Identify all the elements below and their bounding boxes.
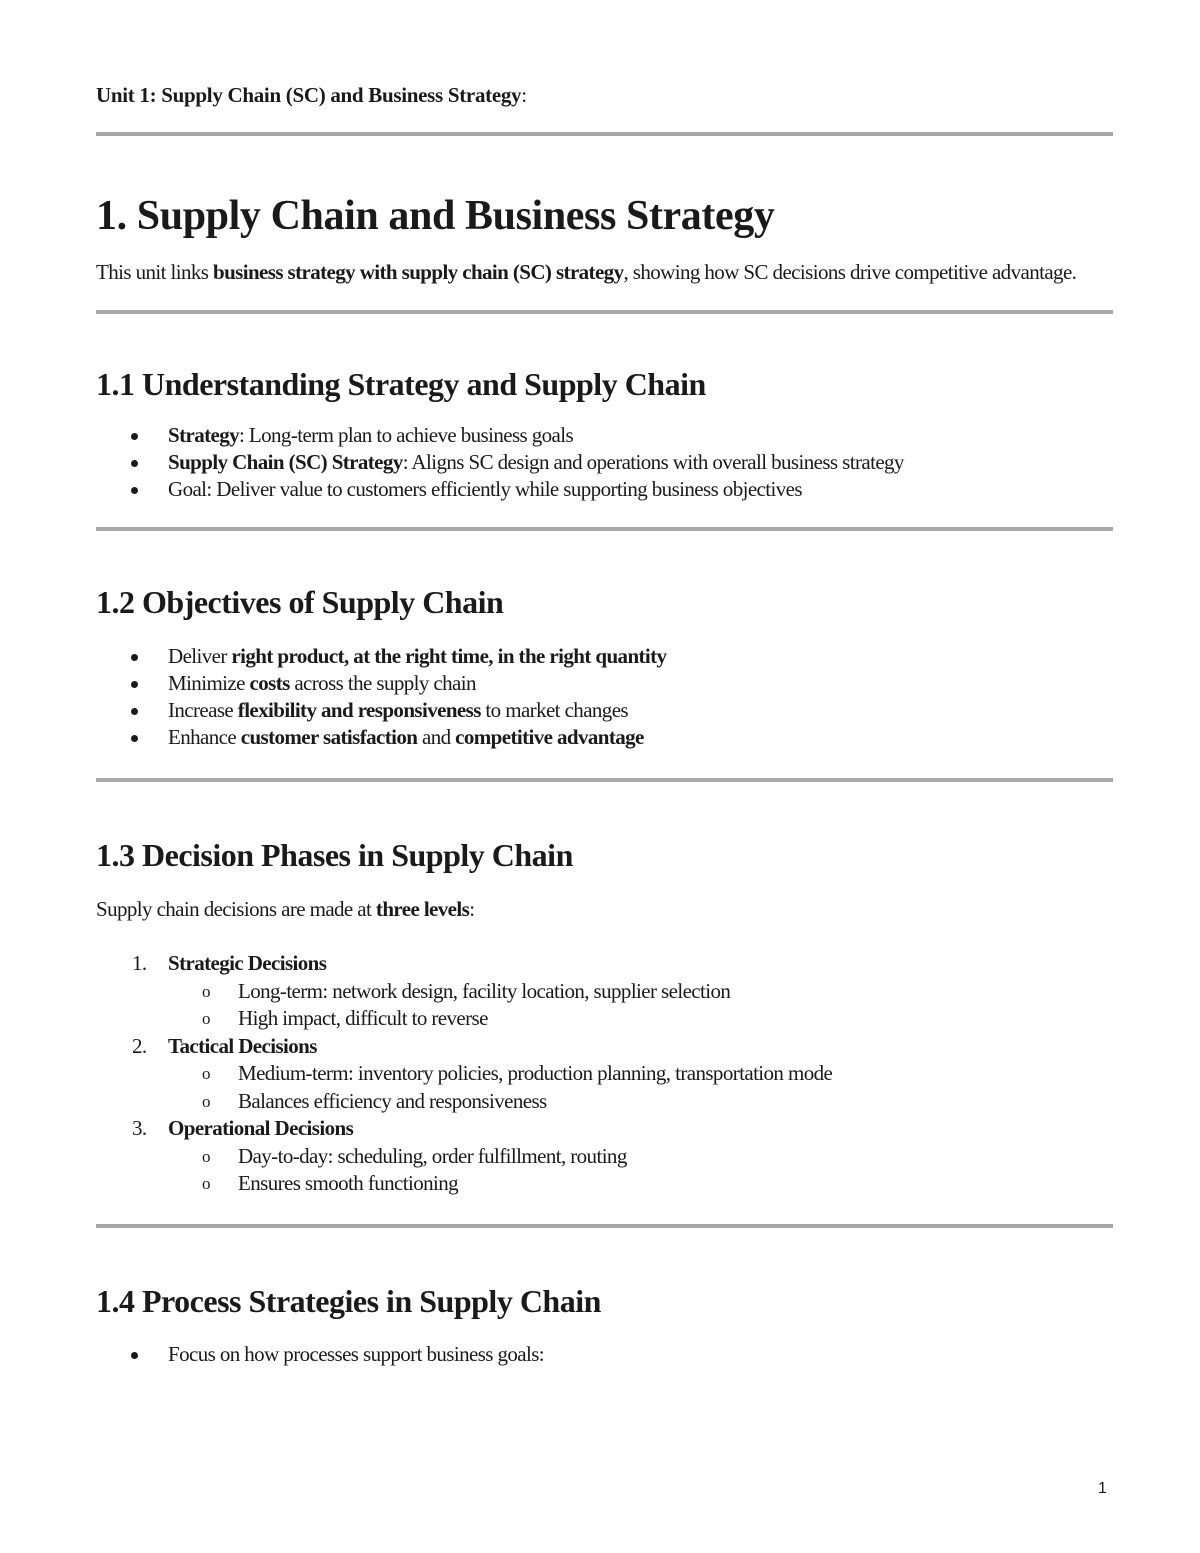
list-number: 1. <box>132 951 147 975</box>
bullet-list-1-2 <box>96 643 1113 751</box>
list-item <box>96 476 1113 503</box>
page-content <box>96 78 1113 1368</box>
sub-list-item <box>96 1005 1113 1033</box>
decision-level-operational <box>96 1115 1113 1198</box>
list-item-text: : Long-term plan to achieve business goals <box>239 423 574 447</box>
list-item-text: and <box>417 725 456 749</box>
list-item-text: : Aligns SC design and operations with overall business strategy <box>402 450 904 474</box>
sub-list-item <box>96 1143 1113 1171</box>
list-item <box>96 724 1113 751</box>
bullet-icon <box>131 681 138 688</box>
unit-title-colon: : <box>521 83 527 107</box>
sub-list <box>168 978 1113 1033</box>
page-number: 1 <box>1098 1480 1107 1497</box>
sub-list <box>168 1060 1113 1115</box>
bullet-list-1-4 <box>96 1341 1113 1368</box>
sub-list-item <box>96 978 1113 1006</box>
list-item-text: Deliver <box>168 644 232 668</box>
sub-list <box>168 1143 1113 1198</box>
list-item <box>96 697 1113 724</box>
sub-bullet-icon: o <box>202 1064 210 1083</box>
list-item-text: Focus on how processes support business goals: <box>168 1341 545 1366</box>
sub-list-item <box>96 1060 1113 1088</box>
sub-list-item <box>96 1170 1113 1198</box>
sub-list-text: Medium-term: inventory policies, production planning, transportation mode <box>238 1061 833 1085</box>
bullet-icon <box>131 433 138 440</box>
list-item <box>96 643 1113 670</box>
decision-level-tactical <box>96 1033 1113 1116</box>
sub-list-text: Day-to-day: scheduling, order fulfillment, routing <box>238 1143 627 1168</box>
sub-bullet-icon: o <box>202 1174 210 1193</box>
intro-text-post: : <box>469 897 475 921</box>
bullet-icon <box>131 735 138 742</box>
decision-levels-list <box>96 950 1113 1198</box>
list-item-text: across the supply chain <box>289 671 476 695</box>
section-heading-1-3: 1.3 Decision Phases in Supply Chain <box>96 837 573 873</box>
list-item-bold: costs <box>249 671 290 695</box>
intro-text-pre: Supply chain decisions are made at <box>96 897 376 921</box>
list-number: 2. <box>132 1033 147 1058</box>
list-item <box>96 449 1113 476</box>
section-heading-1-4: 1.4 Process Strategies in Supply Chain <box>96 1282 601 1319</box>
intro-paragraph <box>96 258 1113 286</box>
list-number: 3. <box>132 1116 147 1140</box>
sub-bullet-icon: o <box>202 1091 210 1111</box>
decision-level-title: Operational Decisions <box>168 1116 354 1140</box>
sub-list-text: Balances efficiency and responsiveness <box>238 1088 547 1113</box>
document-title: 1. Supply Chain and Business Strategy <box>96 193 775 239</box>
sub-bullet-icon: o <box>202 981 210 1001</box>
bullet-icon <box>131 487 138 494</box>
section-heading-1-1: 1.1 Understanding Strategy and Supply Chain <box>96 366 706 402</box>
list-item-bold: right product, at the right time, in the right quantity <box>231 644 667 668</box>
section-heading-1-2: 1.2 Objectives of Supply Chain <box>96 584 504 620</box>
list-item-bold: Strategy <box>168 423 240 447</box>
decision-level-strategic <box>96 950 1113 1033</box>
list-item-bold: flexibility and responsiveness <box>237 698 481 722</box>
sub-list-text: High impact, difficult to reverse <box>238 1006 488 1030</box>
list-item-text: Goal: Deliver value to customers efficiently while supporting business objectives <box>168 477 802 501</box>
sub-list-text: Long-term: network design, facility location, supplier selection <box>238 978 731 1003</box>
list-item-bold: customer satisfaction <box>240 725 418 749</box>
intro-text-post: , showing how SC decisions drive competitive advantage. <box>623 260 1077 284</box>
list-item-text: Minimize <box>168 671 250 695</box>
sub-bullet-icon: o <box>202 1146 210 1166</box>
unit-title: Unit 1: Supply Chain (SC) and Business Strategy <box>96 83 522 107</box>
bullet-icon <box>131 460 138 467</box>
bullet-icon <box>131 654 138 661</box>
intro-text-pre: This unit links <box>96 260 213 284</box>
decision-level-title: Strategic Decisions <box>168 951 327 975</box>
bullet-list-1-1 <box>96 422 1113 503</box>
list-item <box>96 1341 1113 1368</box>
list-item-text: Enhance <box>168 725 241 749</box>
decision-level-title: Tactical Decisions <box>168 1033 317 1058</box>
unit-header <box>96 78 1113 114</box>
list-item-bold: Supply Chain (SC) Strategy <box>168 450 403 474</box>
decision-levels-intro <box>96 895 1113 923</box>
intro-text-bold: business strategy with supply chain (SC) strategy <box>213 260 624 284</box>
sub-list-item <box>96 1088 1113 1116</box>
list-item-text: to market changes <box>480 698 629 722</box>
sub-bullet-icon: o <box>202 1009 210 1028</box>
intro-text-bold: three levels <box>375 897 470 921</box>
bullet-icon <box>131 708 138 715</box>
bullet-icon <box>131 1352 138 1359</box>
list-item-bold: competitive advantage <box>455 725 644 749</box>
sub-list-text: Ensures smooth functioning <box>238 1171 459 1195</box>
list-item-text: Increase <box>168 698 238 722</box>
list-item <box>96 670 1113 697</box>
list-item <box>96 422 1113 449</box>
